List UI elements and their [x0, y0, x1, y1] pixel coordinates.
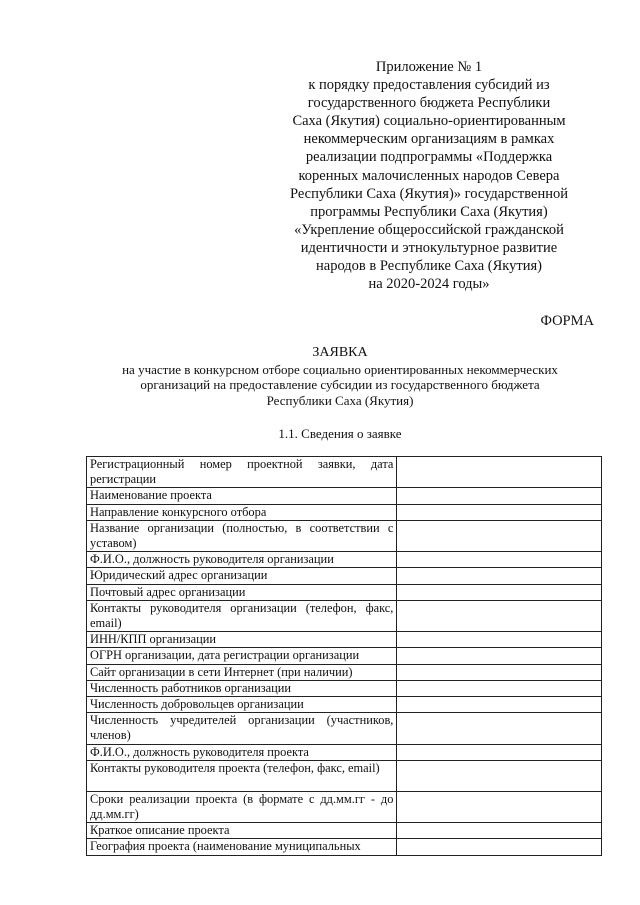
table-row — [87, 504, 602, 520]
document-subtitle-line: организаций на предоставление субсидии из государственного бюджета — [140, 377, 540, 392]
row-label: Почтовый адрес организации — [87, 584, 397, 600]
appendix-line: некоммерческим организациям в рамках — [303, 131, 555, 148]
appendix-line: Приложение № 1 — [375, 59, 483, 75]
row-label: Контакты руководителя проекта (телефон, факс, email) — [87, 760, 397, 791]
row-value-cell[interactable] — [397, 457, 602, 488]
table-row — [87, 697, 602, 713]
table-row — [87, 568, 602, 584]
row-value-cell[interactable] — [397, 584, 602, 600]
row-value-cell[interactable] — [397, 552, 602, 568]
table-row — [87, 760, 602, 791]
application-info-table — [86, 456, 602, 856]
appendix-line: народов в Республике Саха (Якутия) — [316, 258, 542, 275]
row-label: Контакты руководителя организации (телефон, факс, email) — [87, 600, 397, 631]
row-value-cell[interactable] — [397, 600, 602, 631]
row-label: Численность добровольцев организации — [87, 697, 397, 713]
row-label: ИНН/КПП организации — [87, 632, 397, 648]
appendix-line: «Укрепление общероссийской гражданской — [294, 221, 564, 238]
row-label: Регистрационный номер проектной заявки, дата регистрации — [87, 457, 397, 488]
appendix-line: на 2020-2024 годы» — [368, 276, 490, 293]
section-heading: 1.1. Сведения о заявке — [278, 426, 402, 441]
row-label: Название организации (полностью, в соответствии с уставом) — [87, 520, 397, 551]
row-value-cell[interactable] — [397, 760, 602, 791]
row-value-cell[interactable] — [397, 488, 602, 504]
row-label: Ф.И.О., должность руководителя проекта — [87, 744, 397, 760]
table-row — [87, 584, 602, 600]
table-row — [87, 488, 602, 504]
row-label: Наименование проекта — [87, 488, 397, 504]
table-row — [87, 680, 602, 696]
row-label: География проекта (наименование муниципальных — [87, 839, 397, 855]
table-row — [87, 648, 602, 664]
row-label: Направление конкурсного отбора — [87, 504, 397, 520]
table-row — [87, 744, 602, 760]
form-label: ФОРМА — [540, 313, 594, 329]
table-row — [87, 713, 602, 744]
table-row — [87, 664, 602, 680]
row-label: Ф.И.О., должность руководителя организации — [87, 552, 397, 568]
table-row — [87, 823, 602, 839]
row-value-cell[interactable] — [397, 713, 602, 744]
row-label: Сайт организации в сети Интернет (при наличии) — [87, 664, 397, 680]
appendix-line: реализации подпрограммы «Поддержка — [305, 149, 553, 166]
row-value-cell[interactable] — [397, 680, 602, 696]
table-row — [87, 839, 602, 855]
document-title-block — [90, 345, 590, 408]
appendix-line: государственного бюджета Республики — [307, 95, 551, 112]
row-value-cell[interactable] — [397, 504, 602, 520]
row-value-cell[interactable] — [397, 664, 602, 680]
row-value-cell[interactable] — [397, 568, 602, 584]
row-value-cell[interactable] — [397, 697, 602, 713]
row-value-cell[interactable] — [397, 823, 602, 839]
table-row — [87, 457, 602, 488]
row-value-cell[interactable] — [397, 520, 602, 551]
row-label: Численность работников организации — [87, 680, 397, 696]
document-subtitle-line: Республики Саха (Якутия) — [266, 392, 414, 408]
appendix-line: Саха (Якутия) социально-ориентированным — [292, 113, 566, 130]
row-value-cell[interactable] — [397, 648, 602, 664]
appendix-line: коренных малочисленных народов Севера — [298, 167, 560, 184]
row-label: Краткое описание проекта — [87, 823, 397, 839]
table-row — [87, 632, 602, 648]
table-row — [87, 552, 602, 568]
appendix-line: программы Республики Саха (Якутия) — [310, 203, 548, 220]
row-label: Сроки реализации проекта (в формате с дд.мм.гг - до дд.мм.гг) — [87, 791, 397, 822]
document-subtitle-line: на участие в конкурсном отборе социально ориентированных некоммерческих — [122, 361, 558, 377]
row-value-cell[interactable] — [397, 791, 602, 822]
row-value-cell[interactable] — [397, 839, 602, 855]
appendix-line: к порядку предоставления субсидий из — [308, 77, 550, 94]
row-label: Юридический адрес организации — [87, 568, 397, 584]
table-row — [87, 600, 602, 631]
document-title: ЗАЯВКА — [312, 345, 368, 360]
row-value-cell[interactable] — [397, 744, 602, 760]
row-label: Численность учредителей организации (участников, членов) — [87, 713, 397, 744]
appendix-header — [262, 58, 596, 293]
appendix-line: Республики Саха (Якутия)» государственной — [290, 185, 568, 202]
row-value-cell[interactable] — [397, 632, 602, 648]
table-row — [87, 520, 602, 551]
row-label: ОГРН организации, дата регистрации организации — [87, 648, 397, 664]
table-row — [87, 791, 602, 822]
appendix-line: идентичности и этнокультурное развитие — [300, 239, 558, 256]
